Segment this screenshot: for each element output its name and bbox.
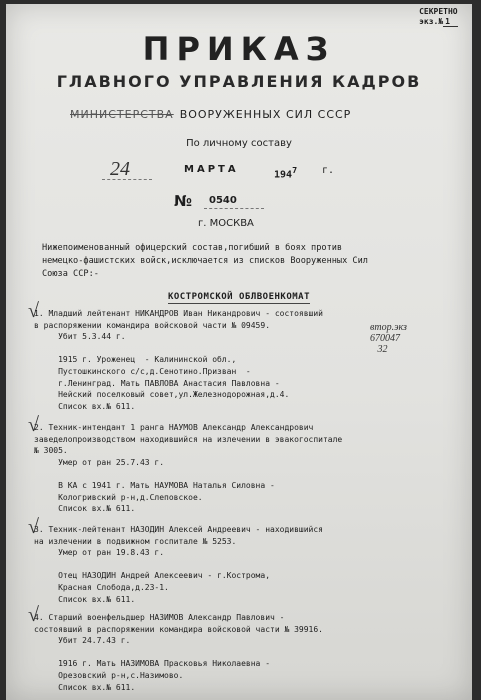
order-number-line: [204, 208, 264, 209]
armed-forces-label: ВООРУЖЕННЫХ СИЛ СССР: [179, 108, 352, 121]
secret-label: СЕКРЕТНО: [419, 7, 458, 16]
issuing-body: ГЛАВНОГО УПРАВЛЕНИЯ КАДРОВ: [56, 72, 422, 91]
entry-3: 3. Техник-лейтенант НАЗОДИН Алексей Андреевич - находившийся на излечении в подвижном госпитале № 5253. Умер от ран 19.8.43 г. Отец НАЗОДИН Андрей Алексеевич - г.Кострома, Красная Слобода,д.23-1. Список вх.№ 611.: [34, 525, 323, 604]
entry-4: 4. Старший военфельдшер НАЗИМОВ Александр Павлович - состоявший в распоряжении командира войсковой части № 39916. Убит 24.7.43 г. 1916 г. Мать НАЗИМОВА Прасковья Николаевна - Орезовский р-н,с.Назимово. Список вх.№ 611.: [34, 613, 323, 692]
order-number-sign: №: [174, 192, 193, 210]
armed-forces-line: [70, 108, 351, 121]
date-g: г.: [322, 165, 335, 176]
entry-2: 2. Техник-интендант 1 ранга НАУМОВ Александр Александрович заведелопроизводством находившийся на излечении в эвакогоспитале № 3005. Умер от ран 25.7.43 г. В КА с 1941 г. Мать НАУМОВА Наталья Силовна - Кологривский р-н,д.Слеповское. Список вх.№ 611.: [34, 423, 343, 514]
intro-text: Нижепоименованный офицерский состав,погибший в боях против немецко-фашистских войск,исключается из списков Вооруженных Сил Союза ССР:-: [42, 243, 368, 279]
order-number: 0540: [209, 195, 237, 206]
secret-stamp: [419, 7, 458, 27]
city-label: г. МОСКВА: [198, 218, 254, 229]
copy-label: экз.№ 1: [419, 17, 458, 27]
handwritten-note: втор.экз 670047 32: [370, 322, 407, 355]
office-heading: КОСТРОМСКОЙ ОБЛВОЕНКОМАТ: [167, 292, 311, 302]
order-document: [6, 4, 472, 700]
check-mark-4: √: [28, 604, 39, 626]
struck-word: МИНИСТЕРСТВА: [70, 108, 174, 121]
copy-number: 1: [443, 17, 458, 27]
document-title: ПРИКАЗ: [142, 30, 336, 68]
entry-1: 1. Младший лейтенант НИКАНДРОВ Иван Никандрович - состоявший в распоряжении командира войсковой части № 09459. Убит 5.3.44 г. 1915 г. Уроженец - Калининской обл., Пустошкинского с/с,д.Сенотино.Призван - г.Ленинград. Мать ПАВЛОВА Анастасия Павловна - Нейский поселковый совет,ул.Железнодорожная,д.4. Список вх.№ 611.: [34, 309, 323, 411]
date-month: МАРТА: [184, 164, 239, 175]
date-day: 24: [110, 158, 130, 180]
date-day-line: [102, 179, 152, 180]
date-year: $194^7$: [274, 165, 298, 181]
date-year-suffix: 7: [292, 165, 298, 175]
check-mark-1: √: [28, 300, 39, 322]
personnel-label: По личному составу: [186, 138, 292, 149]
check-mark-2: √: [28, 414, 39, 436]
check-mark-3: √: [28, 516, 39, 538]
